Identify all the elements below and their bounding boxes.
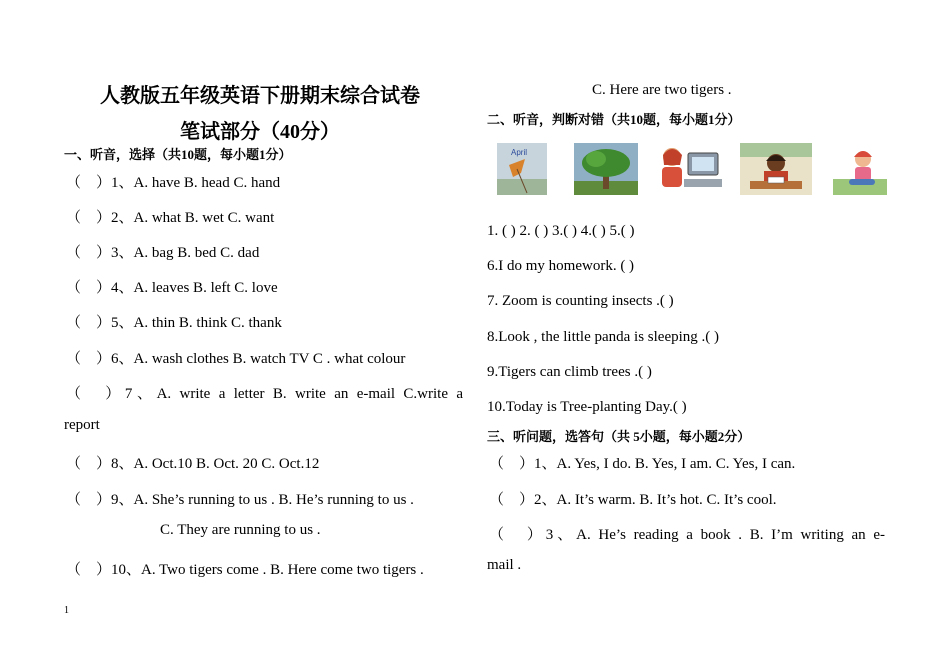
- girl-sitting-icon: [833, 143, 887, 195]
- question-3: （ ）3、A. bag B. bed C. dad: [66, 245, 260, 261]
- page-number: 1: [64, 605, 69, 616]
- section2-heading: 二、听音，判断对错（共10题，每小题1分）: [487, 112, 741, 127]
- question-7-line1: （ ）7、A. write a letter B. write an e-mail C.write a: [66, 386, 463, 402]
- question-9-line1: （ ）9、A. She’s running to us . B. He’s running to us .: [66, 492, 414, 508]
- question-9-line2: C. They are running to us .: [160, 522, 321, 538]
- statement-10: 10.Today is Tree-planting Day.( ): [487, 399, 687, 415]
- question-7-line2: report: [64, 417, 100, 433]
- question-1: （ ）1、A. have B. head C. hand: [66, 175, 281, 191]
- question-2: （ ）2、A. what B. wet C. want: [66, 210, 275, 226]
- section3-heading: 三、听问题，选答句（共 5小题，每小题2分）: [487, 429, 751, 444]
- question-10-option-c: C. Here are two tigers .: [592, 82, 732, 98]
- statement-8: 8.Look , the little panda is sleeping .( ): [487, 329, 720, 345]
- response-2: （ ）2、A. It’s warm. B. It’s hot. C. It’s cool.: [489, 492, 777, 508]
- computer-girl-icon: [654, 143, 726, 195]
- question-6: （ ）6、A. wash clothes B. watch TV C . what colour: [66, 351, 406, 367]
- response-3-line1: （ ）3、A. He’s reading a book . B. I’m writing an e-: [489, 527, 885, 543]
- svg-text:April: April: [511, 148, 528, 157]
- statement-6: 6.I do my homework. ( ): [487, 258, 635, 274]
- exam-title: 人教版五年级英语下册期末综合试卷: [100, 85, 420, 107]
- exam-subtitle: 笔试部分（40分）: [180, 121, 340, 143]
- question-4: （ ）4、A. leaves B. left C. love: [66, 280, 278, 296]
- boy-reading-icon: [740, 143, 812, 195]
- kite-april-icon: [497, 143, 547, 195]
- statement-7: 7. Zoom is counting insects .( ): [487, 293, 674, 309]
- response-1: （ ）1、A. Yes, I do. B. Yes, I am. C. Yes, I can.: [489, 456, 796, 472]
- question-10: （ ）10、A. Two tigers come . B. Here come two tigers .: [66, 562, 424, 578]
- question-5: （ ）5、A. thin B. think C. thank: [66, 315, 282, 331]
- response-3-line2: mail .: [487, 557, 522, 573]
- tree-icon: [574, 143, 638, 195]
- question-8: （ ）8、A. Oct.10 B. Oct. 20 C. Oct.12: [66, 456, 320, 472]
- section1-heading: 一、听音，选择（共10题，每小题1分）: [64, 147, 292, 162]
- answer-blanks-row: 1. ( ) 2. ( ) 3.( ) 4.( ) 5.( ): [487, 223, 635, 239]
- statement-9: 9.Tigers can climb trees .( ): [487, 364, 652, 380]
